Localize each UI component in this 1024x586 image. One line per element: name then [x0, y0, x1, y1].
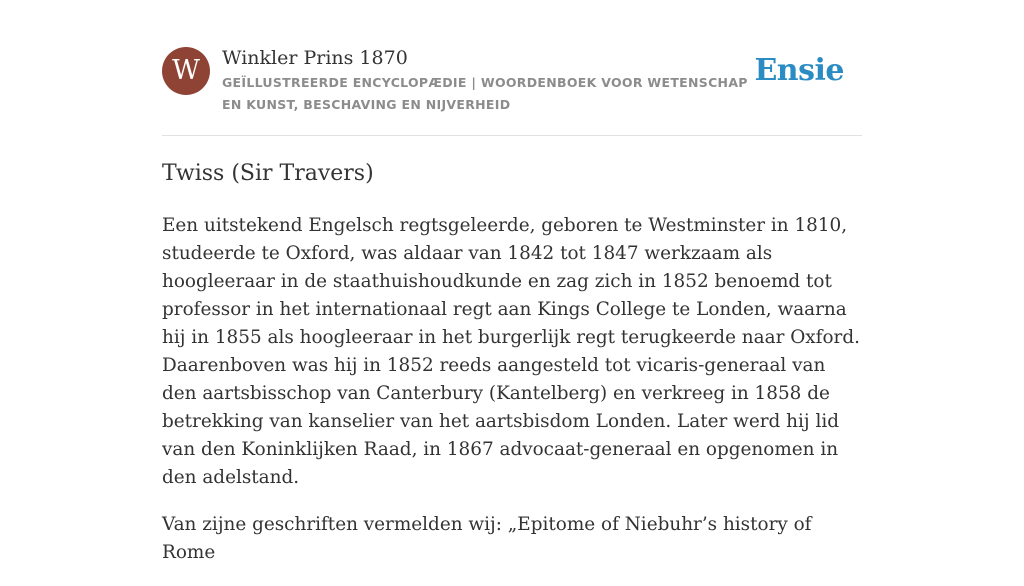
entry-body	[162, 212, 862, 586]
entry-paragraph: Een uitstekend Engelsch regtsgeleerde, geboren te Westminster in 1810, studeerde te Oxford, was aldaar van 1842 tot 1847 werkzaam als hoogleeraar in de staathuishoudkunde en zag zich in 1852 benoemd tot professor in het internationaal regt aan Kings College te Londen, waarna hij in 1855 als hoogleeraar in het burgerlijk regt terugkeerde naar Oxford. Daarenboven was hij in 1852 reeds aangesteld tot vicaris-generaal van den aartsbisschop van Canterbury (Kantelberg) en verkreeg in 1858 de betrekking van kanselier van het aartsbisdom Londen. Later werd hij lid van den Koninklijken Raad, in 1867 advocaat-generaal en opgenomen in den adelstand.	[162, 215, 860, 488]
source-subtitle: GEÏLLUSTREERDE ENCYCLOPÆDIE | WOORDENBOEK VOOR WETENSCHAP EN KUNST, BESCHAVING EN NIJVERHEID	[222, 75, 748, 112]
avatar: W	[162, 47, 210, 95]
entry-title: Twiss (Sir Travers)	[162, 161, 374, 186]
source-title: Winkler Prins 1870	[222, 47, 408, 69]
entry-paragraph: Van zijne geschriften vermelden wij: „Epitome of Niebuhr’s history of Rome	[162, 514, 812, 563]
brand-logo: Ensie	[754, 53, 844, 88]
source-header	[162, 46, 862, 136]
